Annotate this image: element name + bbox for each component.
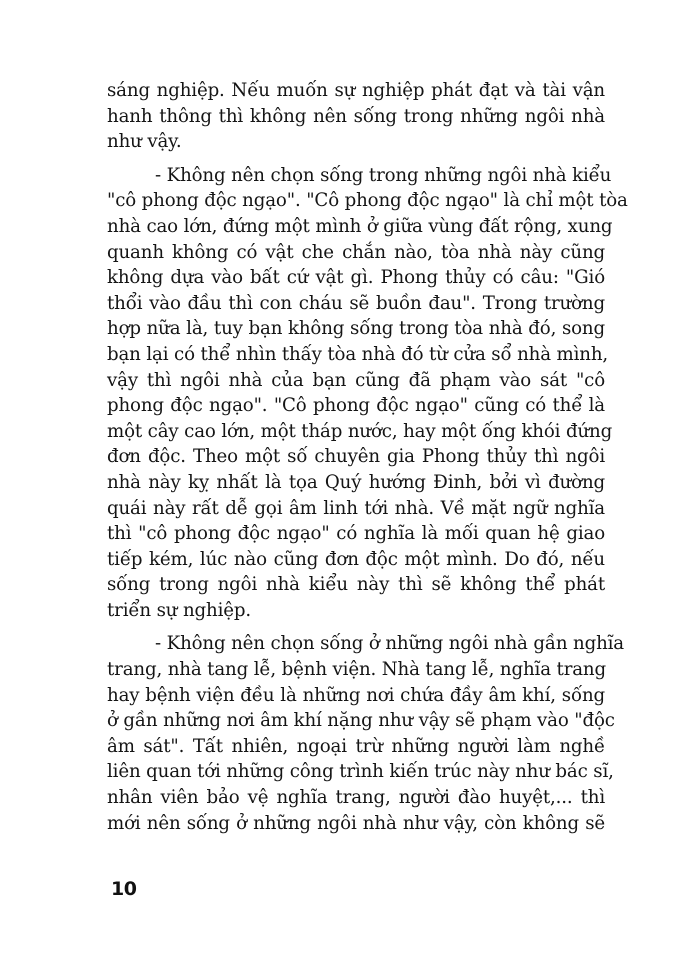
text-line: trang, nhà tang lễ, bệnh viện. Nhà tang lễ, nghĩa trang — [107, 659, 606, 681]
text-line: "cô phong độc ngạo". "Cô phong độc ngạo" là chỉ một tòa — [107, 190, 628, 212]
book-page-body — [107, 78, 628, 844]
paragraph-3 — [107, 631, 625, 836]
text-line: đơn độc. Theo một số chuyên gia Phong thủy thì ngôi — [107, 446, 605, 468]
text-line: sáng nghiệp. Nếu muốn sự nghiệp phát đạt và tài vận — [107, 80, 605, 101]
text-line: âm sát". Tất nhiên, ngoại trừ những người làm nghề — [107, 735, 605, 757]
page-number: 10 — [111, 878, 137, 900]
text-line: sống trong ngôi nhà kiểu này thì sẽ không thể phát — [107, 574, 605, 596]
text-line: hợp nữa là, tuy bạn không sống trong tòa nhà đó, song — [107, 318, 605, 340]
text-line: quái này rất dễ gọi âm linh tới nhà. Về mặt ngữ nghĩa — [107, 497, 605, 519]
text-line: ở gần những nơi âm khí nặng như vậy sẽ phạm vào "độc — [107, 710, 615, 732]
text-line: thì "cô phong độc ngạo" có nghĩa là mối quan hệ giao — [107, 523, 605, 545]
text-line: như vậy. — [107, 131, 182, 153]
text-line: nhà cao lớn, đứng một mình ở giữa vùng đất rộng, xung — [107, 215, 613, 237]
text-line: một cây cao lớn, một tháp nước, hay một ống khói đứng — [107, 420, 613, 442]
text-line: mới nên sống ở những ngôi nhà như vậy, còn không sẽ — [107, 812, 605, 834]
paragraph-2 — [107, 163, 628, 624]
text-line: nhà này kỵ nhất là tọa Quý hướng Đinh, bởi vì đường — [107, 471, 605, 493]
text-line: hanh thông thì không nên sống trong những ngôi nhà — [107, 105, 605, 127]
text-line: không dựa vào bất cứ vật gì. Phong thủy có câu: "Gió — [107, 267, 605, 289]
text-line: bạn lại có thể nhìn thấy tòa nhà đó từ cửa sổ nhà mình, — [107, 343, 609, 365]
text-line: tiếp kém, lúc nào cũng đơn độc một mình. Do đó, nếu — [107, 548, 605, 570]
text-line: triển sự nghiệp. — [107, 599, 252, 621]
text-line: liên quan tới những công trình kiến trúc này như bác sĩ, — [107, 761, 614, 783]
text-line: quanh không có vật che chắn nào, tòa nhà này cũng — [107, 241, 605, 263]
text-line: - Không nên chọn sống trong những ngôi nhà kiểu — [155, 164, 612, 186]
text-line: hay bệnh viện đều là những nơi chứa đầy âm khí, sống — [107, 684, 605, 706]
text-line: - Không nên chọn sống ở những ngôi nhà gần nghĩa — [155, 633, 625, 655]
paragraph-1 — [107, 78, 605, 155]
text-line: vậy thì ngôi nhà của bạn cũng đã phạm vào sát "cô — [107, 369, 605, 391]
text-line: phong độc ngạo". "Cô phong độc ngạo" cũng có thể là — [107, 395, 605, 417]
text-line: thổi vào đầu thì con cháu sẽ buồn đau". Trong trường — [107, 292, 605, 314]
text-line: nhân viên bảo vệ nghĩa trang, người đào huyệt,... thì — [107, 787, 605, 809]
